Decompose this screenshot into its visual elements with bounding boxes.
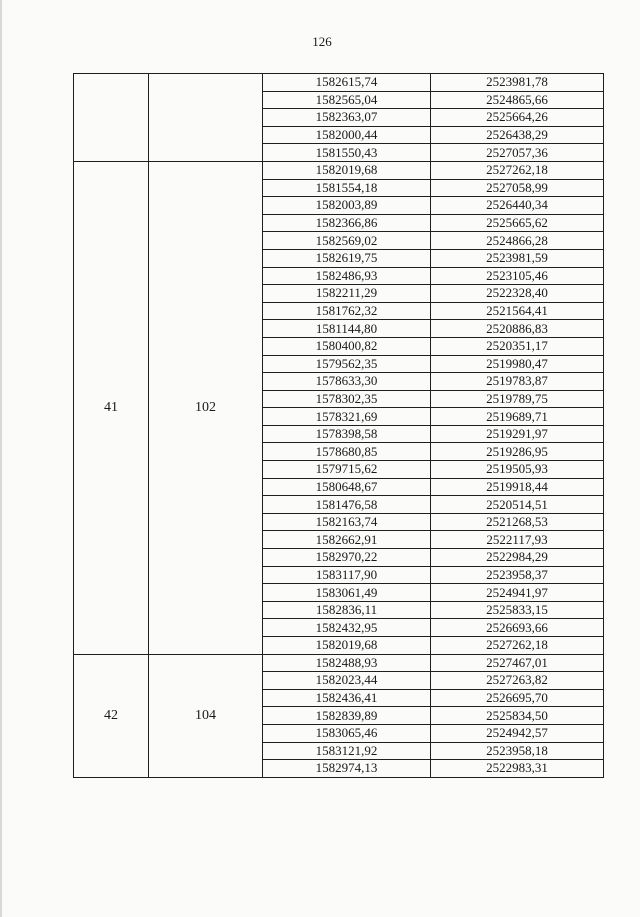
x-coordinate-cell: 1582432,95 (263, 619, 431, 637)
x-coordinate-cell: 1582615,74 (263, 74, 431, 92)
y-coordinate-cell: 2526440,34 (431, 197, 604, 215)
y-coordinate-cell: 2521564,41 (431, 302, 604, 320)
y-coordinate-cell: 2525665,62 (431, 214, 604, 232)
x-coordinate-cell: 1582488,93 (263, 654, 431, 672)
x-coordinate-cell: 1582211,29 (263, 285, 431, 303)
y-coordinate-cell: 2527058,99 (431, 179, 604, 197)
y-coordinate-cell: 2520514,51 (431, 496, 604, 514)
y-coordinate-cell: 2521268,53 (431, 513, 604, 531)
y-coordinate-cell: 2525664,26 (431, 109, 604, 127)
page-number: 126 (312, 34, 332, 49)
x-coordinate-cell: 1583065,46 (263, 724, 431, 742)
group-number-cell (74, 74, 149, 162)
x-coordinate-cell: 1582486,93 (263, 267, 431, 285)
y-coordinate-cell: 2520351,17 (431, 337, 604, 355)
x-coordinate-cell: 1582363,07 (263, 109, 431, 127)
x-coordinate-cell: 1582003,89 (263, 197, 431, 215)
y-coordinate-cell: 2519783,87 (431, 373, 604, 391)
x-coordinate-cell: 1582839,89 (263, 707, 431, 725)
x-coordinate-cell: 1581554,18 (263, 179, 431, 197)
x-coordinate-cell: 1578321,69 (263, 408, 431, 426)
plot-number-cell: 104 (149, 654, 263, 777)
group-number-cell: 41 (74, 161, 149, 654)
x-coordinate-cell: 1582366,86 (263, 214, 431, 232)
y-coordinate-cell: 2522983,31 (431, 760, 604, 778)
x-coordinate-cell: 1582565,04 (263, 91, 431, 109)
y-coordinate-cell: 2523105,46 (431, 267, 604, 285)
x-coordinate-cell: 1578633,30 (263, 373, 431, 391)
x-coordinate-cell: 1578302,35 (263, 390, 431, 408)
y-coordinate-cell: 2524866,28 (431, 232, 604, 250)
table-row (74, 654, 604, 672)
x-coordinate-cell: 1582569,02 (263, 232, 431, 250)
x-coordinate-cell: 1582436,41 (263, 689, 431, 707)
y-coordinate-cell: 2520886,83 (431, 320, 604, 338)
x-coordinate-cell: 1582019,68 (263, 161, 431, 179)
y-coordinate-cell: 2527057,36 (431, 144, 604, 162)
x-coordinate-cell: 1578398,58 (263, 425, 431, 443)
y-coordinate-cell: 2519789,75 (431, 390, 604, 408)
coordinates-table-body (74, 74, 604, 778)
plot-number-cell (149, 74, 263, 162)
y-coordinate-cell: 2523981,59 (431, 249, 604, 267)
y-coordinate-cell: 2526438,29 (431, 126, 604, 144)
x-coordinate-cell: 1580400,82 (263, 337, 431, 355)
table-row (74, 74, 604, 92)
y-coordinate-cell: 2522117,93 (431, 531, 604, 549)
x-coordinate-cell: 1581476,58 (263, 496, 431, 514)
y-coordinate-cell: 2527467,01 (431, 654, 604, 672)
x-coordinate-cell: 1583061,49 (263, 584, 431, 602)
x-coordinate-cell: 1579715,62 (263, 461, 431, 479)
y-coordinate-cell: 2523958,37 (431, 566, 604, 584)
y-coordinate-cell: 2524865,66 (431, 91, 604, 109)
x-coordinate-cell: 1581550,43 (263, 144, 431, 162)
y-coordinate-cell: 2526695,70 (431, 689, 604, 707)
x-coordinate-cell: 1582662,91 (263, 531, 431, 549)
x-coordinate-cell: 1582970,22 (263, 549, 431, 567)
y-coordinate-cell: 2524942,57 (431, 724, 604, 742)
x-coordinate-cell: 1581762,32 (263, 302, 431, 320)
plot-number-cell: 102 (149, 161, 263, 654)
x-coordinate-cell: 1582023,44 (263, 672, 431, 690)
y-coordinate-cell: 2519689,71 (431, 408, 604, 426)
y-coordinate-cell: 2519291,97 (431, 425, 604, 443)
y-coordinate-cell: 2525833,15 (431, 601, 604, 619)
x-coordinate-cell: 1579562,35 (263, 355, 431, 373)
y-coordinate-cell: 2519505,93 (431, 461, 604, 479)
x-coordinate-cell: 1581144,80 (263, 320, 431, 338)
group-number-cell: 42 (74, 654, 149, 777)
y-coordinate-cell: 2523981,78 (431, 74, 604, 92)
coordinates-table (73, 73, 604, 778)
y-coordinate-cell: 2519918,44 (431, 478, 604, 496)
y-coordinate-cell: 2519286,95 (431, 443, 604, 461)
y-coordinate-cell: 2524941,97 (431, 584, 604, 602)
y-coordinate-cell: 2527262,18 (431, 637, 604, 655)
y-coordinate-cell: 2526693,66 (431, 619, 604, 637)
y-coordinate-cell: 2527262,18 (431, 161, 604, 179)
x-coordinate-cell: 1583121,92 (263, 742, 431, 760)
x-coordinate-cell: 1580648,67 (263, 478, 431, 496)
x-coordinate-cell: 1583117,90 (263, 566, 431, 584)
x-coordinate-cell: 1582836,11 (263, 601, 431, 619)
x-coordinate-cell: 1582974,13 (263, 760, 431, 778)
y-coordinate-cell: 2523958,18 (431, 742, 604, 760)
x-coordinate-cell: 1582000,44 (263, 126, 431, 144)
y-coordinate-cell: 2522328,40 (431, 285, 604, 303)
x-coordinate-cell: 1578680,85 (263, 443, 431, 461)
y-coordinate-cell: 2522984,29 (431, 549, 604, 567)
x-coordinate-cell: 1582019,68 (263, 637, 431, 655)
y-coordinate-cell: 2525834,50 (431, 707, 604, 725)
x-coordinate-cell: 1582163,74 (263, 513, 431, 531)
table-row (74, 161, 604, 179)
x-coordinate-cell: 1582619,75 (263, 249, 431, 267)
y-coordinate-cell: 2527263,82 (431, 672, 604, 690)
y-coordinate-cell: 2519980,47 (431, 355, 604, 373)
